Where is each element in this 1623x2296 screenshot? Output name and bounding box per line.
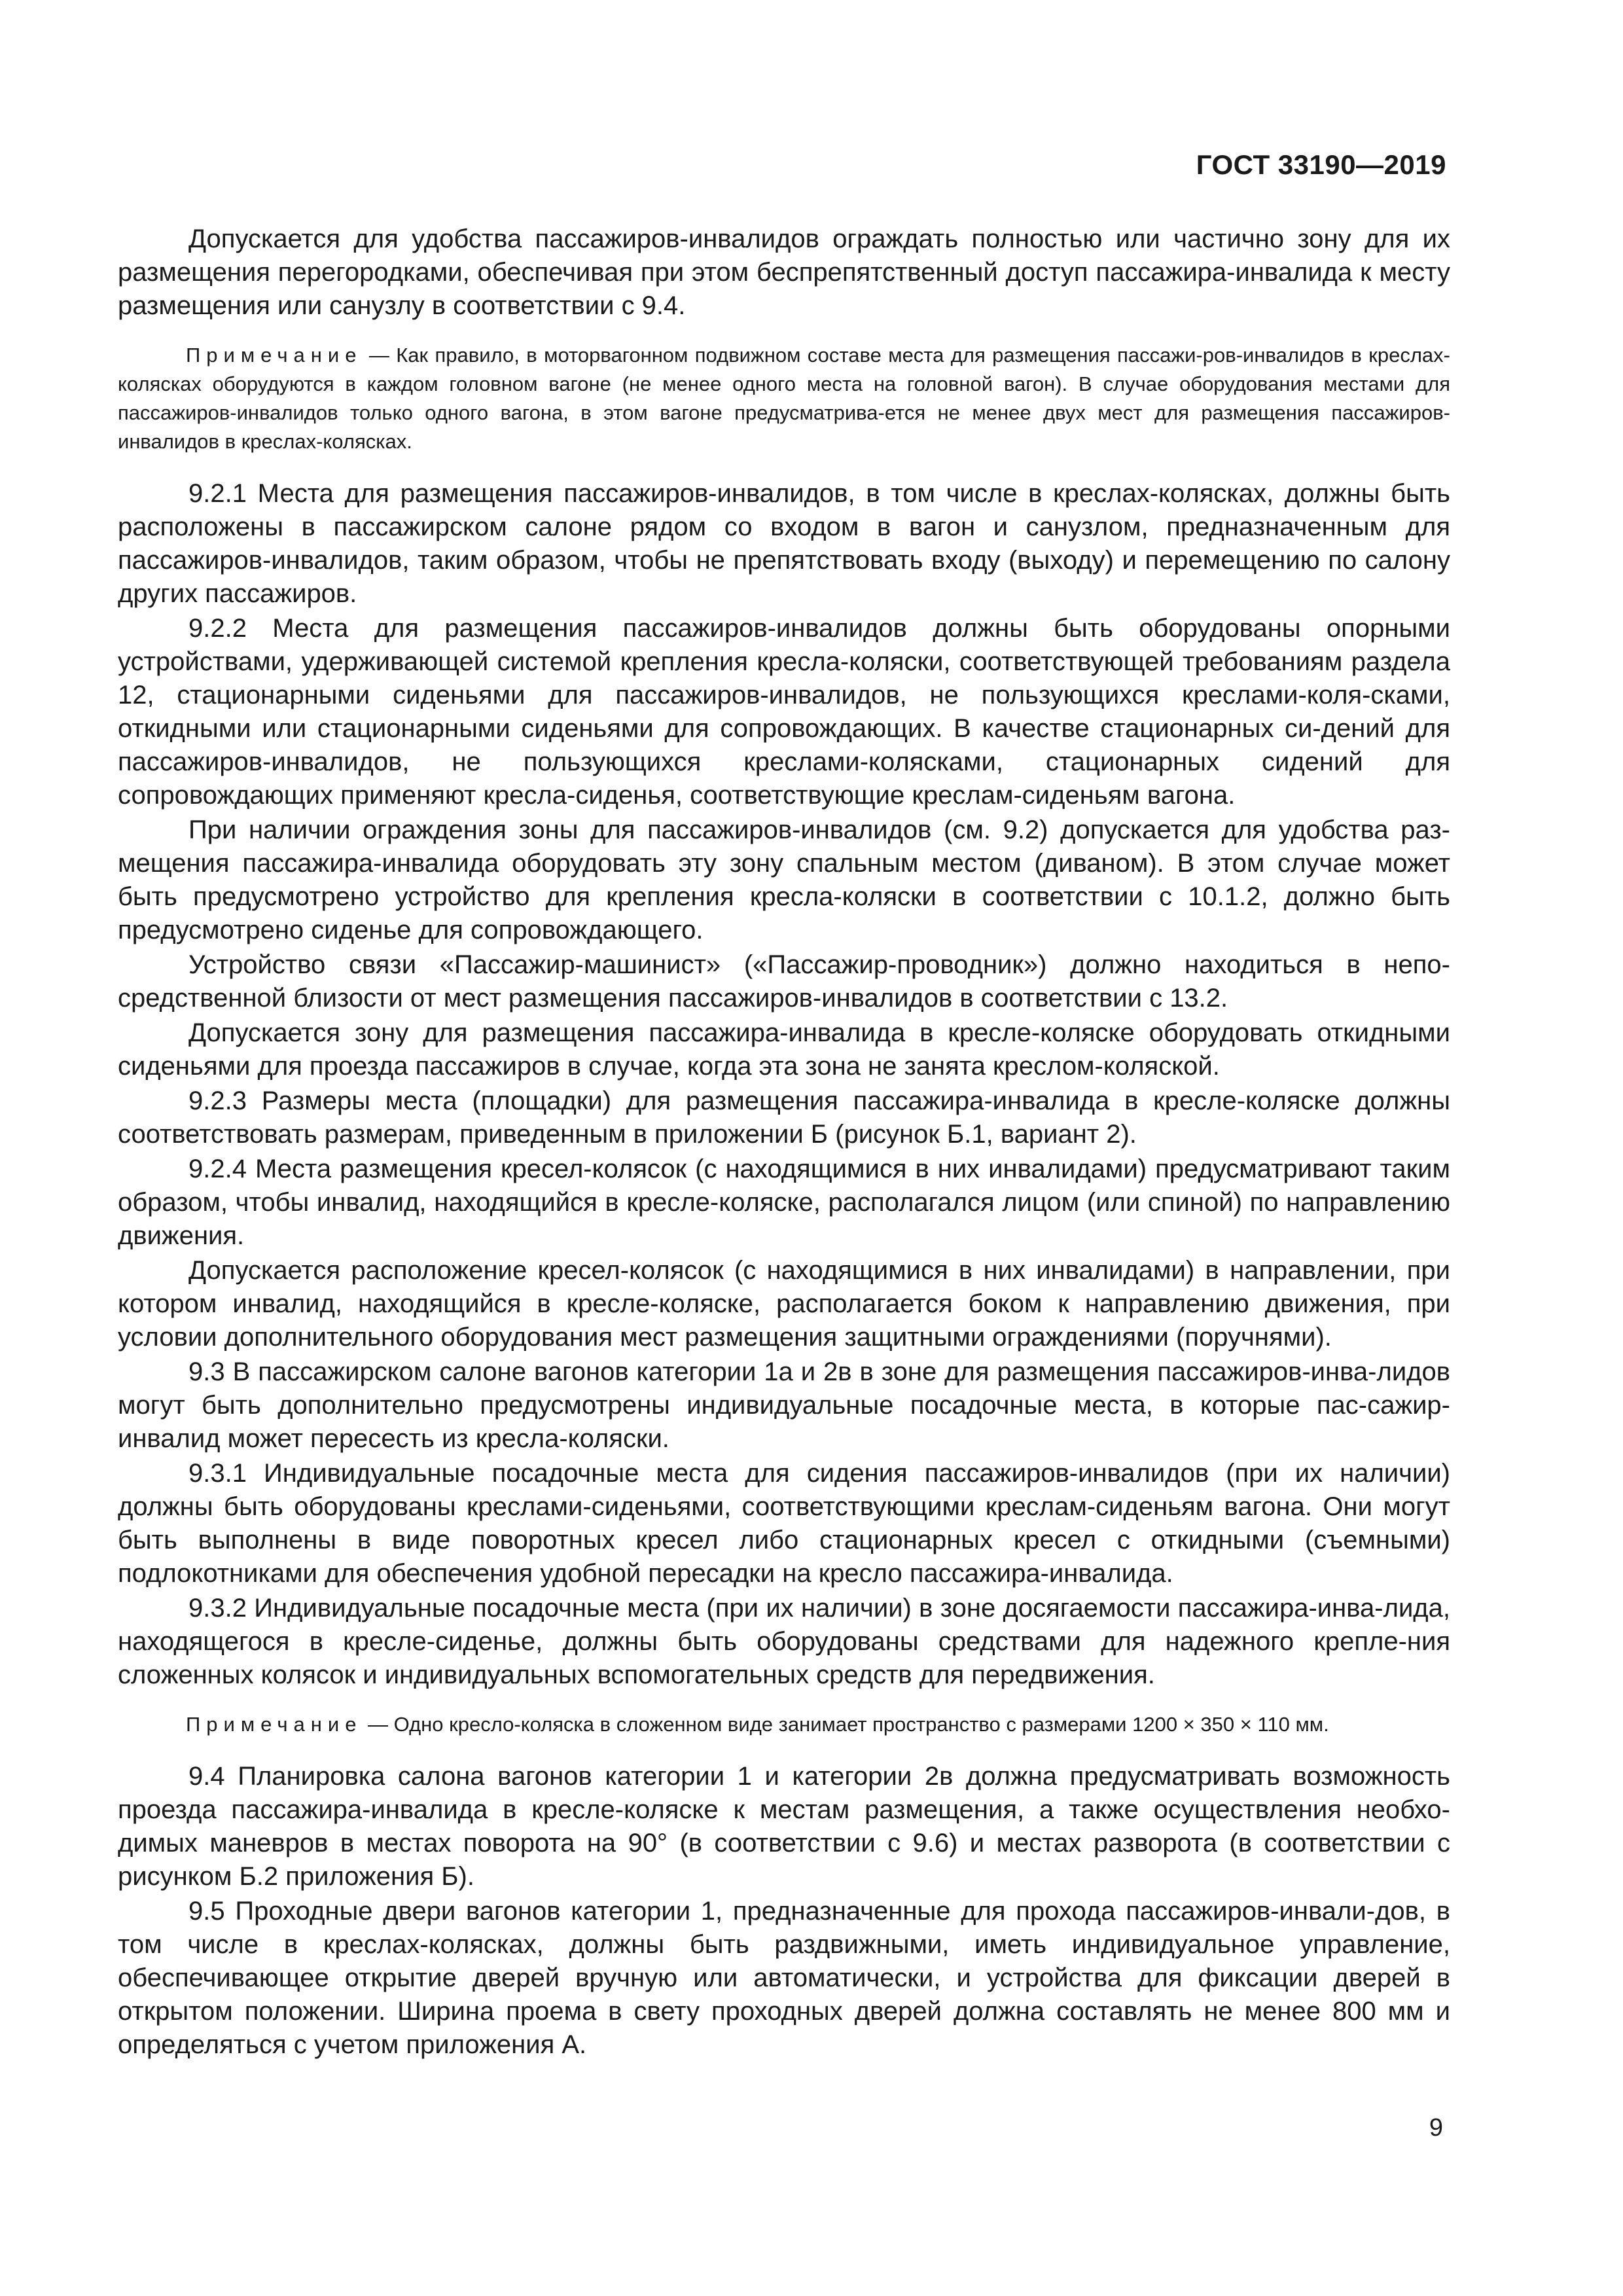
paragraph-9-2-4-b: Допускается расположение кресел-колясок (с находящимися в них инвалидами) в направлении, при котором инвалид, находящийся в кресле-коляске, располагается боком к направлению движения, при условии дополнительного оборудования мест размещения защитными ограждениями (поручнями). — [118, 1256, 1450, 1352]
paragraph-9-4: 9.4 Планировка салона вагонов категории 1 и категории 2в должна предусматривать возможность проезда пассажира-инвалида в кресле-коляске к местам размещения, а также осуществления необхо-димых маневров в местах поворота на 90° (в соответствии с 9.6) и местах разворота (в соответствии с рисунком Б.2 приложения Б). — [118, 1762, 1450, 1891]
document-body — [118, 223, 1450, 2063]
paragraph-9-2-4: 9.2.4 Места размещения кресел-колясок (с находящимися в них инвалидами) предусматривают таким образом, чтобы инвалид, находящийся в кресле-коляске, располагался лицом (или спиной) по направлению движения. — [118, 1155, 1450, 1250]
paragraph-9-3: 9.3 В пассажирском салоне вагонов категории 1а и 2в в зоне для размещения пассажиров-инва-лидов могут быть дополнительно предусмотрены индивидуальные посадочные места, в которые пас-сажир-инвалид может пересесть из кресла-коляски. — [118, 1357, 1450, 1453]
note-1-label: Примечание — [186, 344, 363, 367]
note-2-text: — Одно кресло-коляска в сложенном виде занимает пространство с размерами 1200 × 350 × 110 мм. — [362, 1713, 1329, 1736]
document-code: ГОСТ 33190—2019 — [1196, 149, 1446, 180]
note-1-text: — Как правило, в моторвагонном подвижном составе места для размещения пассажи-ров-инвалидов в креслах-колясках оборудуются в каждом головном вагоне (не менее одного места на головной вагон). В случае оборудования местами для пассажиров-инвалидов только одного вагона, в этом вагоне предусматрива-ется не менее двух мест для размещения пассажиров-инвалидов в креслах-колясках. — [118, 344, 1450, 453]
paragraph-9-2-1: 9.2.1 Места для размещения пассажиров-инвалидов, в том числе в креслах-колясках, должны быть расположены в пассажирском салоне рядом со входом в вагон и санузлом, предназначенным для пассажиров-инвалидов, таким образом, чтобы не препятствовать входу (выходу) и перемещению по салону других пассажиров. — [118, 479, 1450, 608]
paragraph-9-2-2-d: Допускается зону для размещения пассажира-инвалида в кресле-коляске оборудовать откидными сиденьями для проезда пассажиров в случае, когда эта зона не занята креслом-коляской. — [118, 1018, 1450, 1081]
paragraph-9-2-3: 9.2.3 Размеры места (площадки) для размещения пассажира-инвалида в кресле-коляске должны соответствовать размерам, приведенным в приложении Б (рисунок Б.1, вариант 2). — [118, 1086, 1450, 1149]
paragraph-9-2-2-b: При наличии ограждения зоны для пассажиров-инвалидов (см. 9.2) допускается для удобства раз-мещения пассажира-инвалида оборудовать эту зону спальным местом (диваном). В этом случае может быть предусмотрено устройство для крепления кресла-коляски в соответствии с 10.1.2, должно быть предусмотрено сиденье для сопровождающего. — [118, 816, 1450, 944]
paragraph-9-2-2-c: Устройство связи «Пассажир-машинист» («Пассажир-проводник») должно находиться в непо-средственной близости от мест размещения пассажиров-инвалидов в соответствии с 13.2. — [118, 950, 1450, 1013]
paragraph-9-3-2: 9.3.2 Индивидуальные посадочные места (при их наличии) в зоне досягаемости пассажира-инва-лида, находящегося в кресле-сиденье, должны быть оборудованы средствами для надежного крепле-ния сложенных колясок и индивидуальных вспомогательных средств для передвижения. — [118, 1594, 1450, 1689]
paragraph-9-3-1: 9.3.1 Индивидуальные посадочные места для сидения пассажиров-инвалидов (при их наличии) должны быть оборудованы креслами-сиденьями, соответствующими креслам-сиденьям вагона. Они могут быть выполнены в виде поворотных кресел либо стационарных кресел с откидными (съемными) подлокотниками для обеспечения удобной пересадки на кресло пассажира-инвалида. — [118, 1459, 1450, 1588]
paragraph-9-5: 9.5 Проходные двери вагонов категории 1, предназначенные для прохода пассажиров-инвали-дов, в том числе в креслах-колясках, должны быть раздвижными, иметь индивидуальное управление, обеспечивающее открытие дверей вручную или автоматически, и устройства для фиксации дверей в открытом положении. Ширина проема в свету проходных дверей должна составлять не менее 800 мм и определяться с учетом приложения А. — [118, 1897, 1450, 2059]
note-1 — [118, 341, 1450, 456]
note-2 — [118, 1710, 1450, 1739]
note-2-label: Примечание — [186, 1713, 363, 1736]
paragraph-9-2-2: 9.2.2 Места для размещения пассажиров-инвалидов должны быть оборудованы опорными устройствами, удерживающей системой крепления кресла-коляски, соответствующей требованиям раздела 12, стационарными сиденьями для пассажиров-инвалидов, не пользующихся креслами-коля-сками, откидными или стационарными сиденьями для сопровождающих. В качестве стационарных си-дений для пассажиров-инвалидов, не пользующихся креслами-колясками, стационарных сидений для сопровождающих применяют кресла-сиденья, соответствующие креслам-сиденьям вагона. — [118, 614, 1450, 810]
paragraph-intro: Допускается для удобства пассажиров-инвалидов ограждать полностью или частично зону для их размещения перегородками, обеспечивая при этом беспрепятственный доступ пассажира-инвалида к месту размещения или санузлу в соответствии с 9.4. — [118, 224, 1450, 320]
page-number: 9 — [1429, 2114, 1443, 2142]
